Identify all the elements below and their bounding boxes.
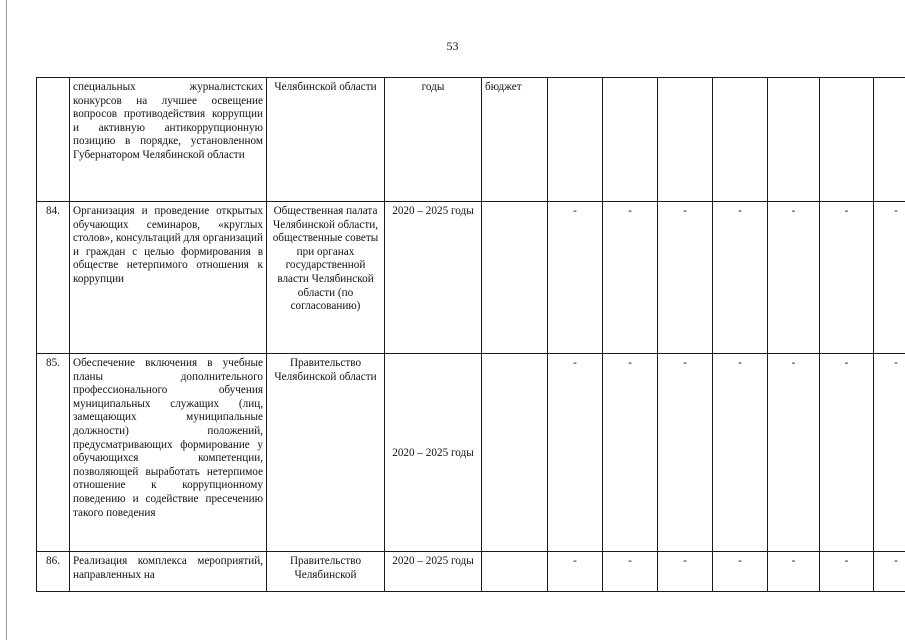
page-edge-line — [6, 0, 7, 640]
row-executor: Правительство Челябинской области — [267, 354, 385, 552]
row-funding-source — [482, 202, 548, 354]
table-row — [37, 354, 905, 552]
row-term: 2020 – 2025 годы — [385, 202, 482, 354]
row-number — [37, 78, 70, 202]
row-value: - — [820, 552, 874, 592]
row-term: 2020 – 2025 годы — [385, 552, 482, 592]
row-value: - — [548, 552, 603, 592]
row-value — [713, 78, 768, 202]
row-funding-source: бюджет — [482, 78, 548, 202]
measures-table — [36, 77, 905, 592]
row-description: специальных журналистских конкурсов на лучшее освещение вопросов противодействия коррупции и активную антикоррупционную позицию в порядке, установленном Губернатором Челябинской области — [70, 78, 267, 202]
row-term: 2020 – 2025 годы — [385, 354, 482, 552]
table-row — [37, 202, 905, 354]
row-value: - — [548, 354, 603, 552]
row-funding-source — [482, 354, 548, 552]
row-description: Организация и проведение открытых обучающих семинаров, «круглых столов», консультаций для организаций и граждан с целью формирования в обществе нетерпимого отношения к коррупции — [70, 202, 267, 354]
row-value — [820, 78, 874, 202]
row-value: - — [713, 552, 768, 592]
row-value: - — [548, 202, 603, 354]
table-row — [37, 78, 905, 202]
row-value: - — [658, 354, 713, 552]
row-value: - — [874, 354, 905, 552]
row-value: - — [603, 552, 658, 592]
row-value — [768, 78, 820, 202]
row-description: Обеспечение включения в учебные планы дополнительного профессионального обучения муниципальных служащих (лиц, замещающих муниципальные должности) положений, предусматривающих формирование у обучающихся компетенции, позволяющей выработать нетерпимое отношение к коррупционному поведению и содействие пресечению такого поведения — [70, 354, 267, 552]
row-value: - — [768, 552, 820, 592]
row-number: 84. — [37, 202, 70, 354]
page-number: 53 — [446, 39, 459, 53]
row-value: - — [768, 354, 820, 552]
row-description: Реализация комплекса мероприятий, направленных на — [70, 552, 267, 592]
row-value — [548, 78, 603, 202]
row-value: - — [603, 354, 658, 552]
row-value: - — [603, 202, 658, 354]
row-value: - — [658, 202, 713, 354]
row-value: - — [768, 202, 820, 354]
row-value: - — [820, 202, 874, 354]
row-value: - — [820, 354, 874, 552]
table-row — [37, 552, 905, 592]
row-value: - — [874, 202, 905, 354]
row-value — [658, 78, 713, 202]
row-term: годы — [385, 78, 482, 202]
row-value: - — [713, 202, 768, 354]
row-value: - — [658, 552, 713, 592]
row-value — [874, 78, 905, 202]
row-executor: Правительство Челябинской — [267, 552, 385, 592]
row-value: - — [713, 354, 768, 552]
row-executor: Общественная палата Челябинской области, общественные советы при органах государственной власти Челябинской области (по согласованию) — [267, 202, 385, 354]
row-value: - — [874, 552, 905, 592]
row-number: 85. — [37, 354, 70, 552]
row-executor: Челябинской области — [267, 78, 385, 202]
row-number: 86. — [37, 552, 70, 592]
row-funding-source — [482, 552, 548, 592]
row-value — [603, 78, 658, 202]
